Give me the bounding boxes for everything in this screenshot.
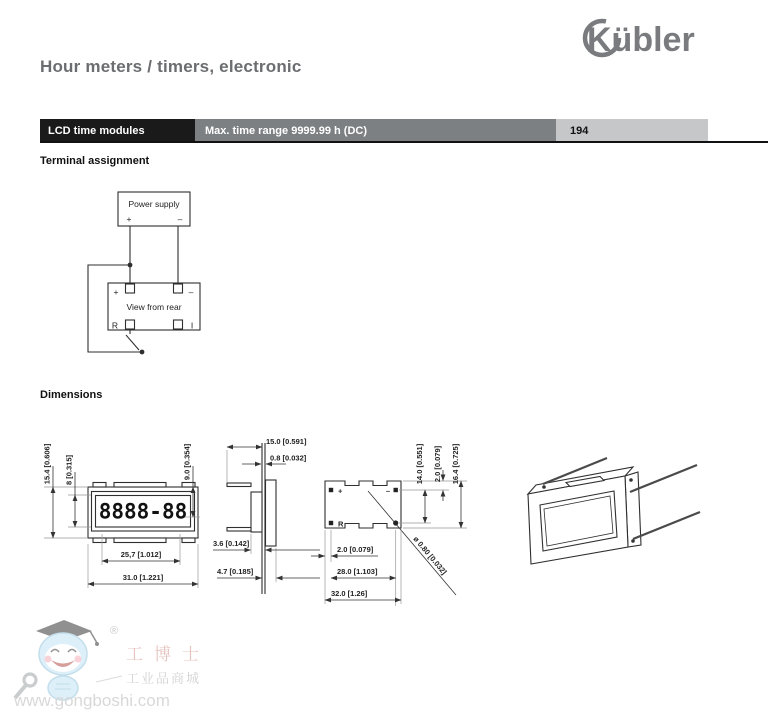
page-title: Hour meters / timers, electronic xyxy=(40,57,302,76)
rear-minus-label: – xyxy=(385,486,390,496)
kubler-logo xyxy=(576,11,726,61)
rear-view-box xyxy=(108,283,200,331)
header-bar xyxy=(40,119,708,142)
dim-label-pin-length: 15.0 [0.591] xyxy=(266,437,307,446)
rear-inhibit-label: I xyxy=(190,320,194,331)
terminal-reset xyxy=(126,320,135,329)
watermark-store: 工业品商城 xyxy=(126,671,202,686)
header-rule xyxy=(40,141,768,143)
rear-minus-label: – xyxy=(188,287,194,297)
dimensions-heading: Dimensions xyxy=(40,389,103,401)
dim-label-height-right: 9.0 [0.354] xyxy=(182,443,192,481)
dim-label-width-total: 31.0 [1.221] xyxy=(122,573,164,582)
mascot-icon xyxy=(15,620,122,700)
view-from-rear-label: View from rear xyxy=(126,302,182,312)
dim-label-height-window: 8 [0.315] xyxy=(64,454,74,486)
pin-inhibit-dot xyxy=(393,520,398,525)
front-view-drawing xyxy=(43,443,201,588)
dim-label-depth-rear: 3.6 [0.142] xyxy=(213,539,250,548)
pin-leader-line xyxy=(368,491,456,595)
terminal-assignment-heading: Terminal assignment xyxy=(40,155,150,167)
watermark-url: www.gongboshi.com xyxy=(14,691,170,710)
power-supply-label: Power supply xyxy=(128,199,180,209)
rear-plus-label: + xyxy=(113,287,119,297)
terminal-assignment-diagram xyxy=(80,185,310,370)
dim-label-v-total: 16.4 [0.725] xyxy=(451,443,460,485)
pin-plus xyxy=(329,488,333,492)
terminal-plus xyxy=(126,284,135,293)
terminal-minus xyxy=(174,284,183,293)
dim-label-v-offset: 2.0 [0.079] xyxy=(433,445,442,483)
bezel-side xyxy=(266,480,277,546)
reset-switch xyxy=(126,335,139,350)
power-supply-box xyxy=(118,192,190,226)
pin-minus xyxy=(394,488,398,492)
rear-reset-label: R xyxy=(338,519,344,529)
body-side xyxy=(251,492,262,532)
dim-label-v-pins: 14.0 [0.551] xyxy=(415,443,424,485)
dim-label-pin-diameter: ø 0.80 [0.032] xyxy=(411,534,449,577)
logo-text: Kübler xyxy=(587,21,695,59)
pin-bottom xyxy=(227,528,251,532)
pin-reset xyxy=(329,521,333,525)
watermark xyxy=(6,616,226,710)
rear-plus-label: + xyxy=(338,486,343,496)
header-page-number: 194 xyxy=(556,119,708,142)
dimension-drawings xyxy=(30,420,740,620)
lcd-digits: 8888-88 xyxy=(98,499,188,524)
dim-label-height-total: 15.4 [0.606] xyxy=(42,443,52,485)
dim-label-depth-front: 4.7 [0.185] xyxy=(217,567,254,576)
header-product: LCD time modules xyxy=(40,119,195,142)
side-view-drawing xyxy=(213,437,320,594)
terminal-inhibit xyxy=(174,320,183,329)
watermark-name: 工博士 xyxy=(126,645,210,664)
pin-top xyxy=(227,483,251,487)
registered-mark: ® xyxy=(110,625,119,637)
rear-view-drawing xyxy=(311,443,467,606)
dim-label-width-window: 25,7 [1.012] xyxy=(120,550,162,559)
junction-dot xyxy=(140,350,145,355)
header-spec: Max. time range 9999.99 h (DC) xyxy=(195,119,556,142)
dim-label-h-pins: 28.0 [1.103] xyxy=(337,567,378,576)
perspective-view-drawing xyxy=(528,458,700,564)
supply-minus-label: – xyxy=(177,214,183,224)
rear-reset-label: R xyxy=(111,320,119,331)
supply-plus-label: + xyxy=(126,214,132,224)
dim-label-panel-thickness: 0.8 [0.032] xyxy=(270,453,307,463)
dim-label-h-offset: 2.0 [0.079] xyxy=(337,545,374,554)
dim-label-h-total: 32.0 [1.26] xyxy=(331,589,368,598)
